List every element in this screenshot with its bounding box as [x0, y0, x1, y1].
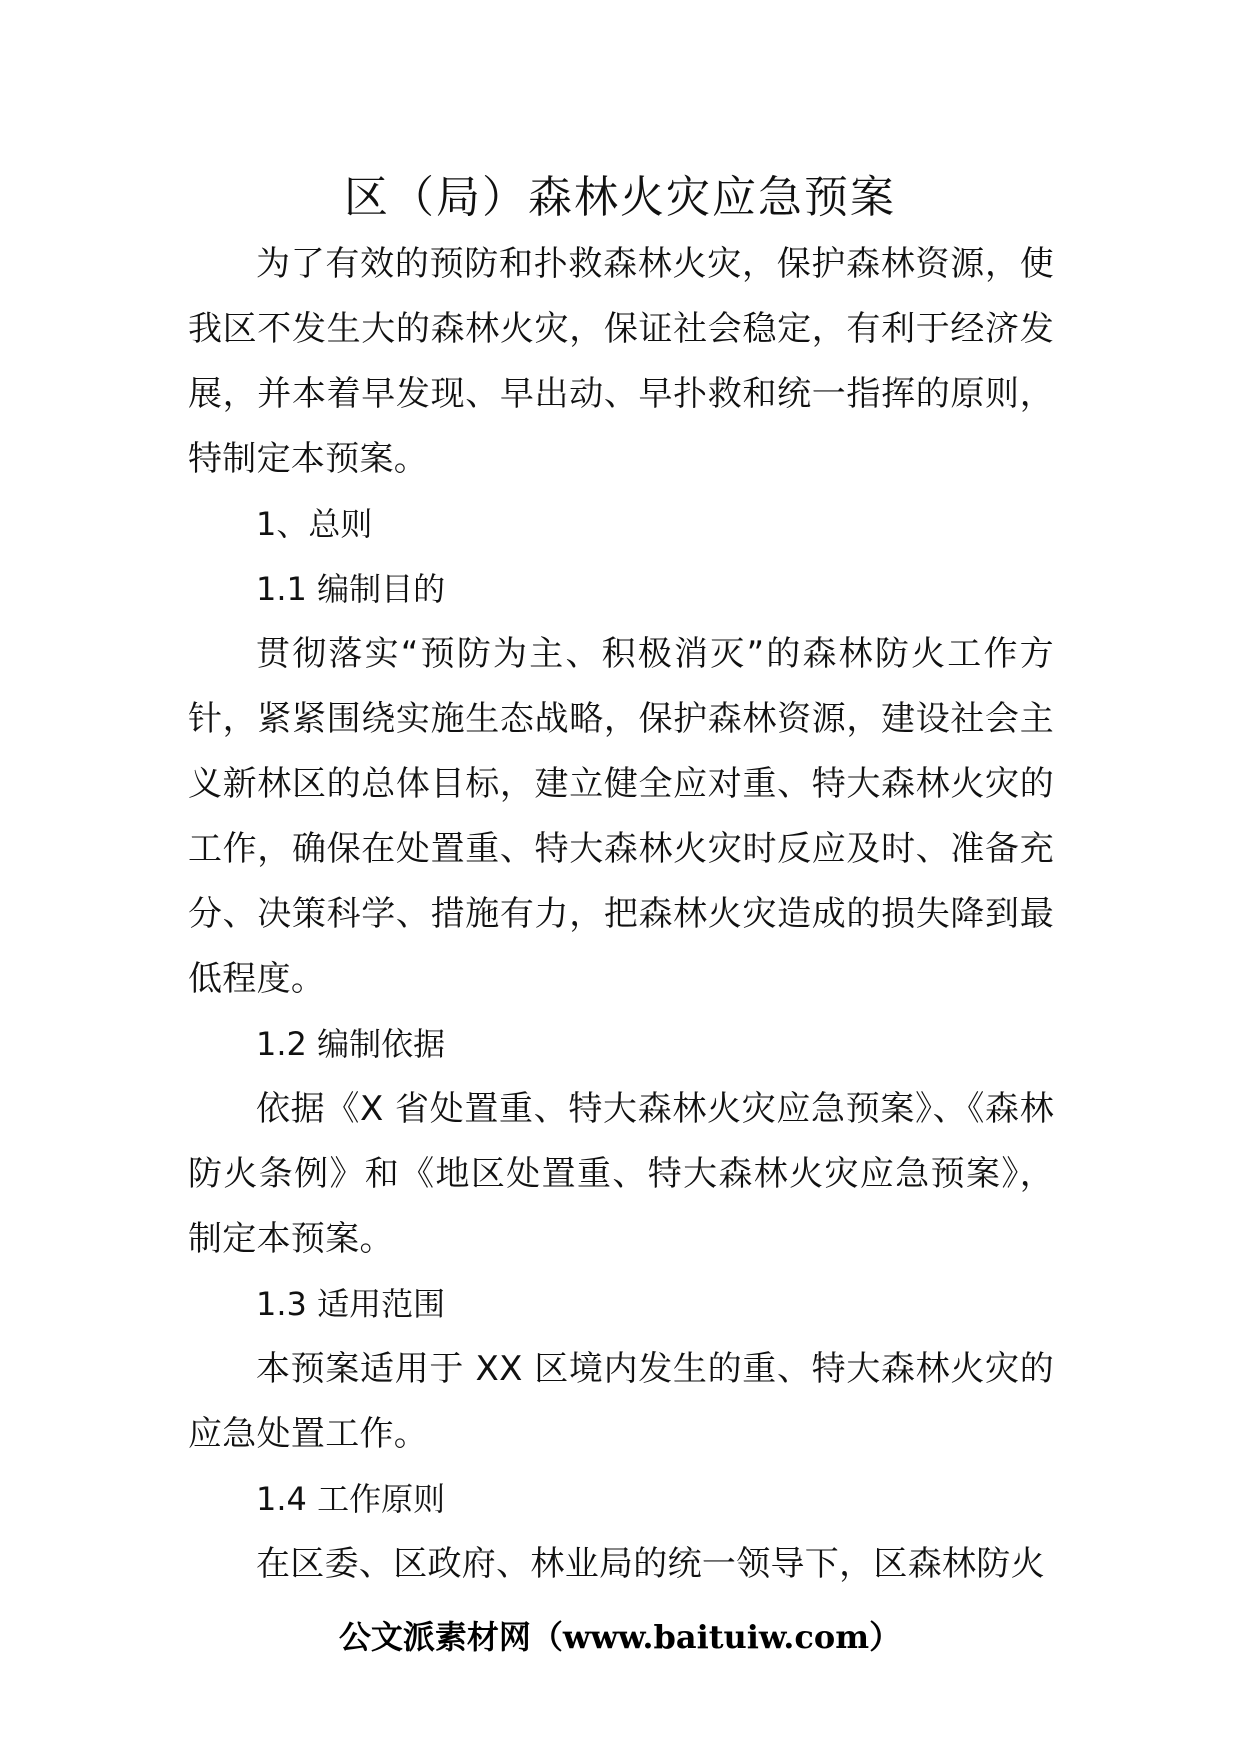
- document-title: 区（局）森林火灾应急预案: [344, 172, 896, 223]
- document-body: [188, 232, 1054, 1597]
- section-1-3-heading: 1.3 适用范围: [256, 1285, 446, 1323]
- footer-watermark: 公文派素材网（www.baituiw.com）: [338, 1618, 902, 1656]
- section-1-2-paragraph: 依据《X 省处置重、特大森林火灾应急预案》、《森林防火条例》和《地区处置重、特大森林火灾应急预案》，制定本预案。: [188, 1089, 1054, 1259]
- section-1-1-heading: 1.1 编制目的: [256, 570, 446, 608]
- section-1-4-paragraph: 在区委、区政府、林业局的统一领导下，区森林防火: [256, 1544, 1045, 1584]
- intro-paragraph: 为了有效的预防和扑救森林火灾，保护森林资源，使我区不发生大的森林火灾，保证社会稳定，有利于经济发展，并本着早发现、早出动、早扑救和统一指挥的原则，特制定本预案。: [188, 244, 1054, 479]
- section-1-2-heading: 1.2 编制依据: [256, 1025, 446, 1063]
- section-1-3-paragraph: 本预案适用于 XX 区境内发生的重、特大森林火灾的应急处置工作。: [188, 1349, 1054, 1454]
- section-1-4-heading: 1.4 工作原则: [256, 1480, 446, 1518]
- section-1-1-paragraph: 贯彻落实“预防为主、积极消灭”的森林防火工作方针，紧紧围绕实施生态战略，保护森林资源，建设社会主义新林区的总体目标，建立健全应对重、特大森林火灾的工作，确保在处置重、特大森林火灾时反应及时、准备充分、决策科学、措施有力，把森林火灾造成的损失降到最低程度。: [188, 634, 1054, 999]
- section-1-heading: 1、总则: [256, 505, 373, 543]
